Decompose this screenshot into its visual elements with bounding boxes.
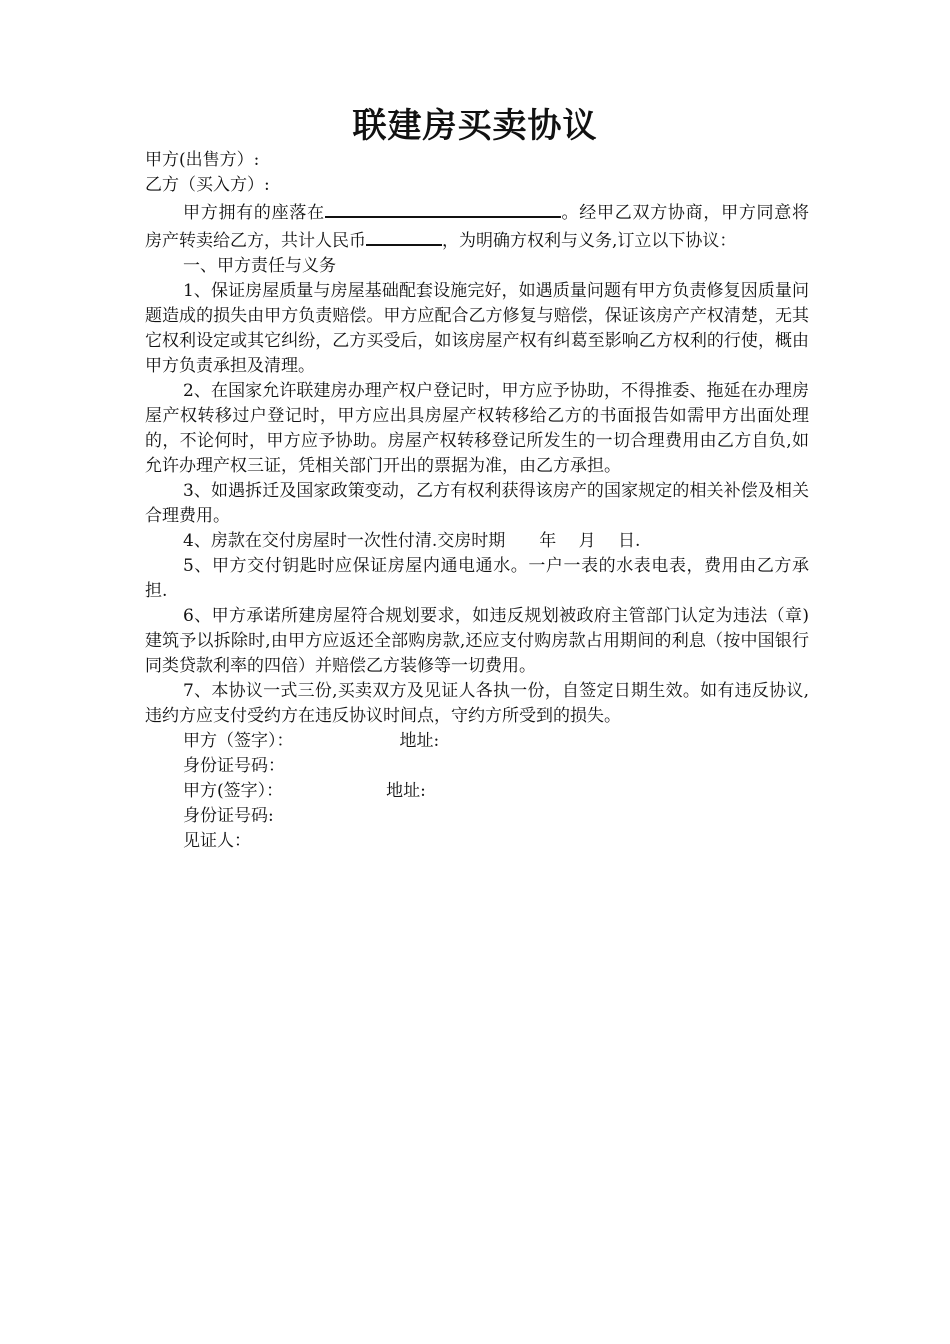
address-2-label: 地址: — [386, 781, 426, 801]
location-blank[interactable] — [325, 198, 561, 218]
document-body — [145, 148, 809, 854]
price-blank[interactable] — [366, 226, 442, 246]
clause-5: 5、甲方交付钥匙时应保证房屋内通电通水。一户一表的水表电表，费用由乙方承担. — [145, 556, 809, 601]
section-1-heading: 一、甲方责任与义务 — [183, 256, 336, 276]
id-number-2-label: 身份证号码: — [183, 806, 274, 826]
clause-2: 2、在国家允许联建房办理产权户登记时，甲方应予协助，不得推委、拖延在办理房屋产权转移过户登记时，甲方应出具房屋产权转移给乙方的书面报告如需甲方出面处理的，不论何时，甲方应予协助。房屋产权转移登记所发生的一切合理费用由乙方自负,如允许办理产权三证，凭相关部门开出的票据为准，由乙方承担。 — [145, 381, 809, 476]
signature-row-1 — [145, 729, 809, 754]
clause-4: 4、房款在交付房屋时一次性付清.交房时期 年 月 日. — [183, 531, 641, 551]
intro-part1: 甲方拥有的座落在 — [183, 203, 325, 223]
witness-label: 见证人： — [183, 831, 251, 851]
address-1-label: 地址: — [399, 731, 440, 751]
id-number-1-label: 身份证号码： — [183, 756, 285, 776]
party-b-header: 乙方（买入方）: — [145, 175, 270, 195]
document-title: 联建房买卖协议 — [352, 106, 598, 146]
clause-7: 7、本协议一式三份,买卖双方及见证人各执一份，自签定日期生效。如有违反协议,违约方应支付受约方在违反协议时间点，守约方所受到的损失。 — [145, 681, 809, 726]
intro-paragraph — [145, 198, 809, 254]
clause-1: 1、保证房屋质量与房屋基础配套设施完好，如遇质量问题有甲方负责修复因质量问题造成的损失由甲方负责赔偿。甲方应配合乙方修复与赔偿，保证该房产产权清楚，无其它权利设定或其它纠纷，乙方买受后，如该房屋产权有纠葛至影响乙方权利的行使，概由甲方负责承担及清理。 — [145, 281, 809, 376]
intro-part2: 。经甲乙双方协商，甲方同意将房产转卖给乙方，共计人民币 — [145, 203, 810, 251]
intro-part3: ，为明确方权利与义务,订立以下协议： — [442, 231, 737, 251]
signature-row-2 — [145, 779, 809, 804]
clause-3: 3、如遇拆迁及国家政策变动，乙方有权利获得该房产的国家规定的相关补偿及相关合理费用。 — [145, 481, 809, 526]
party-a-header: 甲方(出售方）: — [145, 150, 260, 170]
clause-6: 6、甲方承诺所建房屋符合规划要求，如违反规划被政府主管部门认定为违法（章)建筑予以拆除时,由甲方应返还全部购房款,还应支付购房款占用期间的利息（按中国银行同类贷款利率的四倍）并赔偿乙方装修等一切费用。 — [145, 606, 809, 676]
signature-2-label: 甲方(签字）： — [183, 781, 284, 801]
signature-1-label: 甲方（签字）： — [183, 731, 294, 751]
